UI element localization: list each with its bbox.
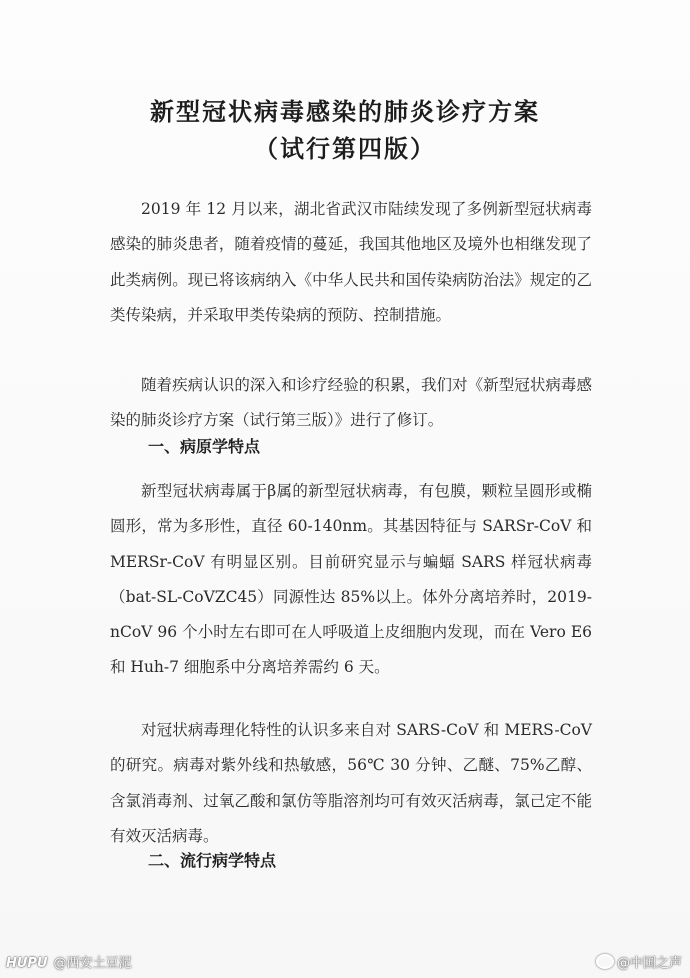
- revision-paragraph: 随着疾病认识的深入和诊疗经验的积累，我们对《新型冠状病毒感染的肺炎诊疗方案（试行第三版）》进行了修订。: [110, 376, 592, 430]
- hupu-logo: HUPU: [6, 956, 48, 971]
- watermark-right-user: @中国之声: [616, 956, 682, 971]
- watermark-left: [6, 952, 132, 971]
- document-subtitle: （试行第四版）: [254, 134, 436, 163]
- physicochemical-paragraph: 对冠状病毒理化特性的认识多来自对 SARS-CoV 和 MERS-CoV 的研究。病毒对紫外线和热敏感，56℃ 30 分钟、乙醚、75%乙醇、含氯消毒剂、过氧乙酸和氯仿等脂溶剂均可有效灭活病毒，氯己定不能有效灭活病毒。: [110, 721, 592, 845]
- section-heading-pathogen: 一、病原学特点: [148, 437, 261, 456]
- document-title: 新型冠状病毒感染的肺炎诊疗方案: [150, 97, 540, 126]
- pathogen-paragraph: 新型冠状病毒属于β属的新型冠状病毒，有包膜，颗粒呈圆形或椭圆形，常为多形性，直径 60-140nm。其基因特征与 SARSr-CoV 和 MERSr-CoV 有明显区别。目前研究显示与蝙蝠 SARS 样冠状病毒（bat-SL-CoVZC45）同源性达 85%以上。体外分离培养时，2019-nCoV 96 个小时左右即可在人呼吸道上皮细胞内发现，而在 Vero E6 和 Huh-7 细胞系中分离培养需约 6 天。: [110, 482, 592, 677]
- watermark-right: [596, 952, 682, 971]
- section-heading-epidemiology: 二、流行病学特点: [148, 851, 277, 870]
- weibo-icon: [596, 954, 614, 969]
- watermark-left-user: @西安土豆泥: [53, 956, 132, 971]
- intro-paragraph: 2019 年 12 月以来，湖北省武汉市陆续发现了多例新型冠状病毒感染的肺炎患者，随着疫情的蔓延，我国其他地区及境外也相继发现了此类病例。现已将该病纳入《中华人民共和国传染病防治法》规定的乙类传染病，并采取甲类传染病的预防、控制措施。: [110, 200, 592, 324]
